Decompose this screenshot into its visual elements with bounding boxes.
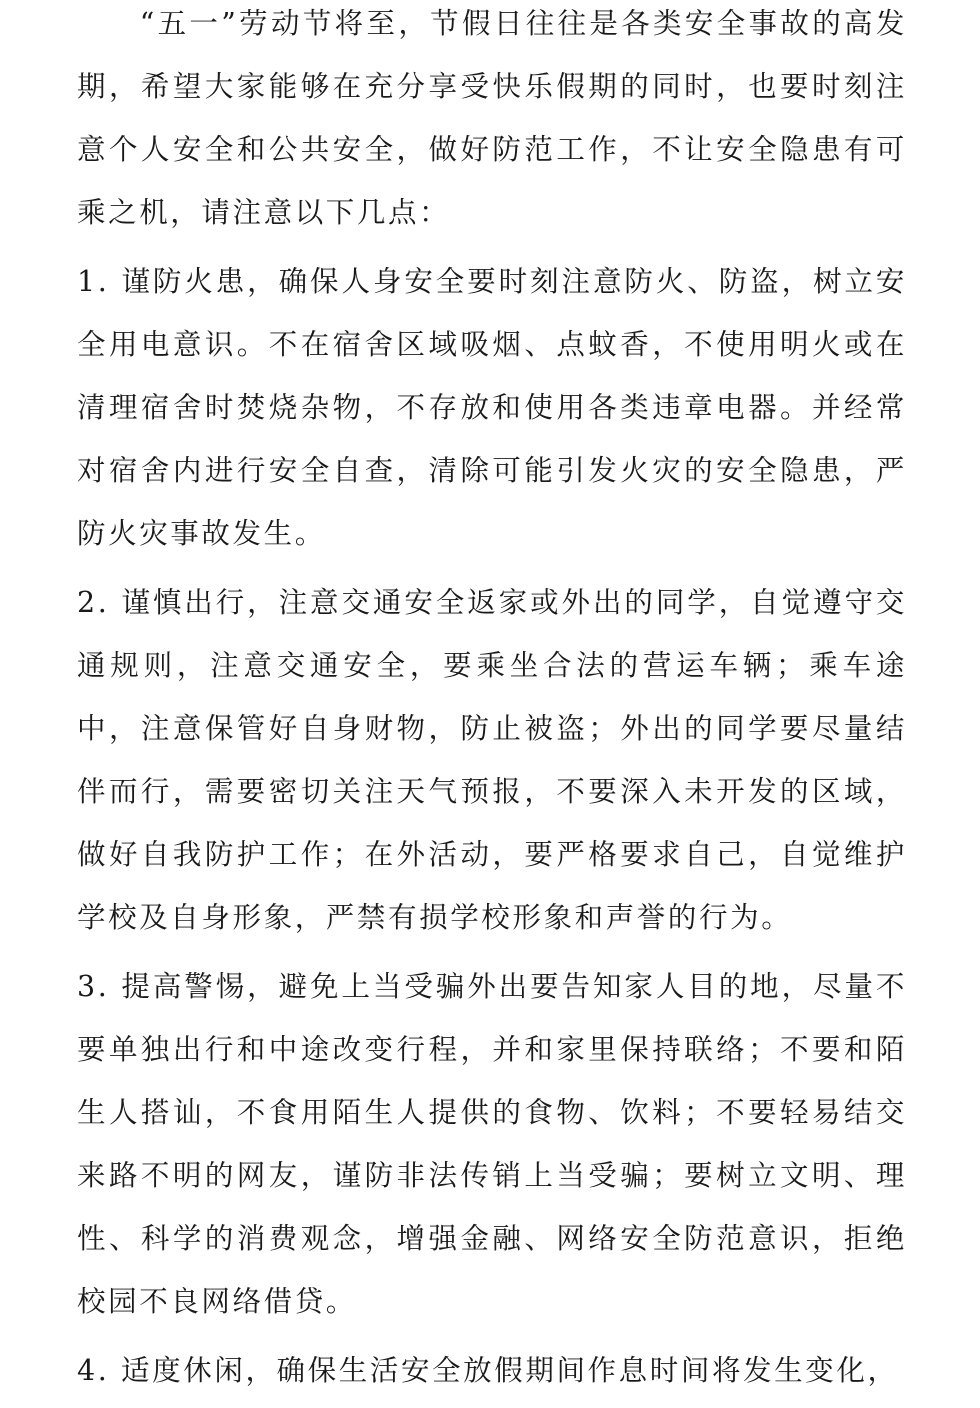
item-leisure-safety: 4. 适度休闲，确保生活安全放假期间作息时间将发生变化，: [77, 1354, 899, 1387]
item-fire-safety: 1. 谨防火患，确保人身安全要时刻注意防火、防盗，树立安全用电意识。不在宿舍区域吸烟、点蚊香，不使用明火或在清理宿舍时焚烧杂物，不存放和使用各类违章电器。并经常对宿舍内进行安全自查，清除可能引发火灾的安全隐患，严防火灾事故发生。: [77, 265, 907, 550]
intro-paragraph: “五一”劳动节将至，节假日往往是各类安全事故的高发期，希望大家能够在充分享受快乐假期的同时，也要时刻注意个人安全和公共安全，做好防范工作，不让安全隐患有可乘之机，请注意以下几点：: [77, 7, 907, 229]
item-travel-safety: 2. 谨慎出行，注意交通安全返家或外出的同学，自觉遵守交通规则，注意交通安全，要乘坐合法的营运车辆；乘车途中，注意保管好自身财物，防止被盗；外出的同学要尽量结伴而行，需要密切关注天气预报，不要深入未开发的区域，做好自我防护工作；在外活动，要严格要求自己，自觉维护学校及自身形象，严禁有损学校形象和声誉的行为。: [77, 586, 907, 934]
item-fraud-prevention: 3. 提高警惕，避免上当受骗外出要告知家人目的地，尽量不要单独出行和中途改变行程，并和家里保持联络；不要和陌生人搭讪，不食用陌生人提供的食物、饮料；不要轻易结交来路不明的网友，谨防非法传销上当受骗；要树立文明、理性、科学的消费观念，增强金融、网络安全防范意识，拒绝校园不良网络借贷。: [77, 970, 907, 1318]
document-body: [77, 0, 907, 1408]
